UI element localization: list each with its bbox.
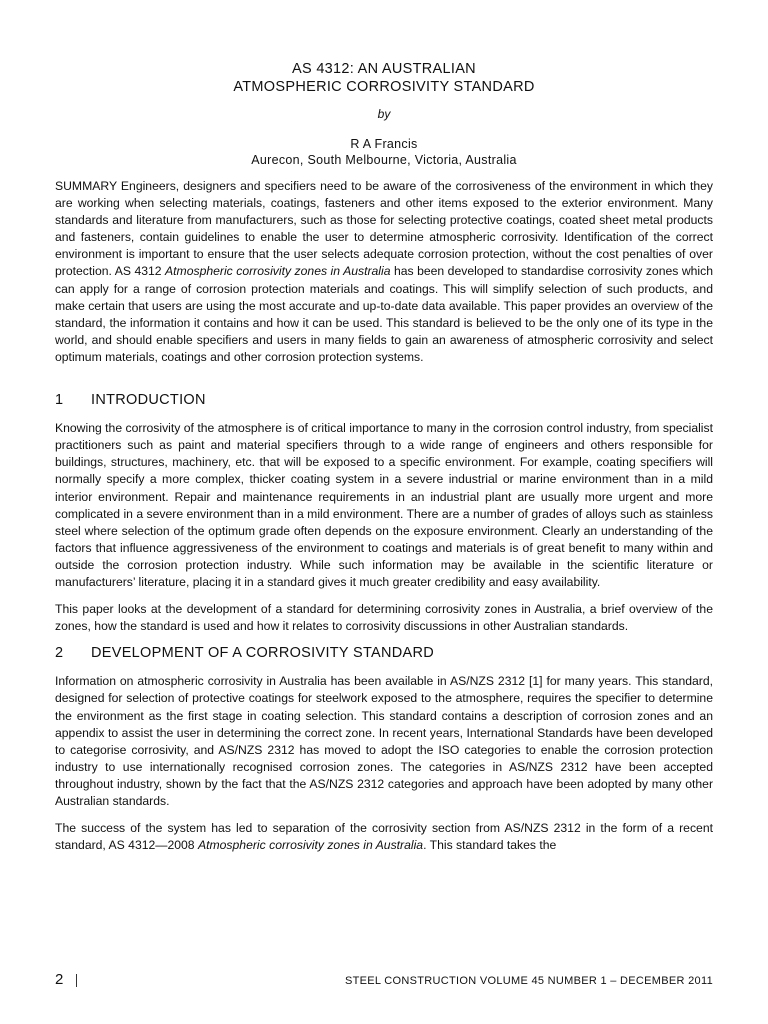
section-2-paragraph-2	[55, 820, 713, 854]
section-2-text-2: . This standard takes the	[423, 838, 557, 853]
summary-italic-title: Atmospheric corrosivity zones in Australia	[165, 264, 391, 279]
paper-title	[0, 60, 768, 96]
footer-divider	[76, 974, 77, 987]
section-1-title: INTRODUCTION	[91, 392, 206, 409]
section-2-text-1: The success of the system has led to separation of the corrosivity section from AS/NZS 2312 in the form of a recent standard, AS 4312—2008	[55, 821, 713, 853]
author-block	[0, 136, 768, 168]
page-footer	[55, 973, 713, 993]
author-affiliation: Aurecon, South Melbourne, Victoria, Australia	[251, 153, 517, 167]
section-2-paragraph-1: Information on atmospheric corrosivity in Australia has been available in AS/NZS 2312 [1] for many years. This standard, designed for selection of protective coatings for steelwork exposed to the atmosphere, requires the specifier to determine the environment as the first stage in coating selection. This standard contains a description of corrosion zones and an appendix to assist the user in determining the correct zone. In recent years, International Standards have been developed to categorise corrosivity, and AS/NZS 2312 has moved to adopt the ISO categories to enable the corrosion protection industry to use internationally recognised corrosion zones. The categories in AS/NZS 2312 have been accepted throughout industry, shown by the fact that the AS/NZS 2312 categories and approach have been adopted by many other Australian standards.	[55, 674, 713, 808]
paper-body	[55, 178, 713, 864]
author-name: R A Francis	[350, 137, 418, 151]
summary-text-1: SUMMARY Engineers, designers and specifiers need to be aware of the corrosiveness of the environment in which they are working when selecting materials, coatings, fasteners and other items exposed to the exterior environment. Many standards and literature from manufacturers, such as those for selecting protective coatings, coated sheet metal products and fasteners, contain guidelines to enable the user to determine atmospheric corrosivity. Identification of the correct environment is important to ensure that the user selects adequate corrosion protection, without the cost penalties of over protection. AS 4312	[55, 179, 713, 279]
section-2-number: 2	[55, 645, 64, 662]
section-2-italic-title: Atmospheric corrosivity zones in Australia	[197, 838, 424, 853]
by-line: by	[377, 107, 391, 121]
title-line-2: ATMOSPHERIC CORROSIVITY STANDARD	[233, 79, 535, 95]
section-2-title: DEVELOPMENT OF A CORROSIVITY STANDARD	[91, 645, 435, 662]
section-1-number: 1	[55, 392, 64, 409]
section-1-heading	[55, 392, 713, 409]
title-line-1: AS 4312: AN AUSTRALIAN	[292, 61, 476, 77]
summary-text-2: has been developed to standardise corrosivity zones which can apply for a range of corrosion protection materials and coatings. This will simplify selection of such products, and make certain that users are using the most accurate and up-to-date data available. This paper provides an overview of the standard, the information it contains and how it can be used. This standard is believed to be the only one of its type in the world, and should enable specifiers and users in many fields to gain an awareness of atmospheric corrosivity and select optimum materials, coatings and other corrosion protection systems.	[55, 264, 713, 364]
journal-citation: STEEL CONSTRUCTION VOLUME 45 NUMBER 1 – DECEMBER 2011	[345, 975, 713, 987]
section-1-paragraph-1: Knowing the corrosivity of the atmosphere is of critical importance to many in the corrosion control industry, from specialist practitioners such as paint and material specifiers through to a wide range of engineers and others responsible for buildings, structures, machinery, etc. that will be exposed to a specific environment. For example, coating specifiers will normally specify a more complex, thicker coating system in a severe industrial or marine environment than in a mild interior environment. Repair and maintenance requirements in an industrial plant are usually more urgent and more complicated in a severe environment than in a mild environment. There are a number of grades of alloys such as stainless steel where selection of the optimum grade often depends on the exposure environment. Clearly an understanding of the factors that influence aggressiveness of the environment to coatings and materials is of great benefit to many within and outside the corrosion protection industry. While such information may be available in the scientific literature or manufacturers’ literature, placing it in a standard gives it much greater credibility and easy availability.	[55, 421, 713, 589]
page-number: 2	[55, 971, 64, 988]
summary-paragraph	[55, 178, 713, 366]
section-2-heading	[55, 645, 713, 662]
section-1-paragraph-2: This paper looks at the development of a standard for determining corrosivity zones in Australia, a brief overview of the zones, how the standard is used and how it relates to corrosivity discussions in other Australian standards.	[55, 602, 713, 634]
